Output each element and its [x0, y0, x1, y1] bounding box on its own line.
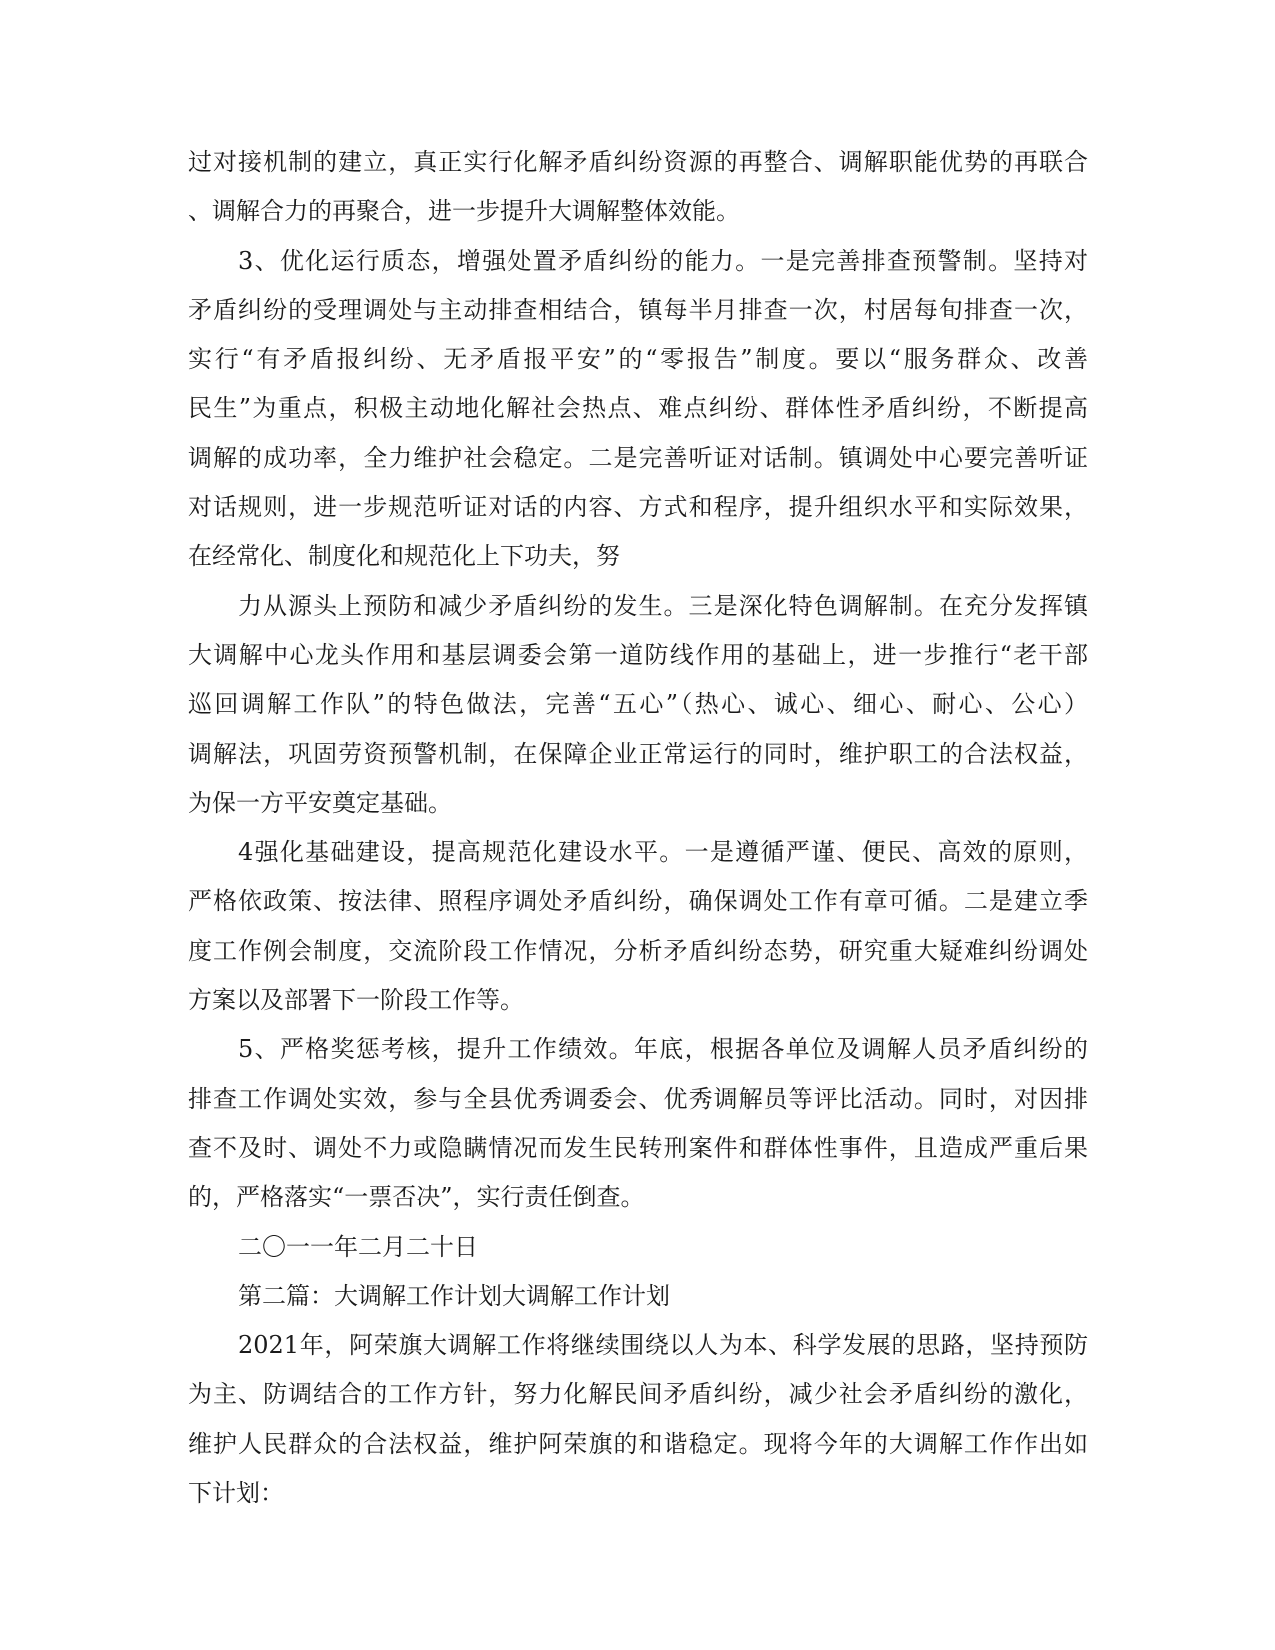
text-line: 为保一方平安奠定基础。 — [188, 788, 452, 817]
text-line: 实行“有矛盾报纠纷、无矛盾报平安”的“零报告”制度。要以“服务群众、改善 — [188, 345, 1088, 374]
text-line: 矛盾纠纷的受理调处与主动排查相结合，镇每半月排查一次，村居每旬排查一次， — [188, 295, 1088, 324]
text-line: 对话规则，进一步规范听证对话的内容、方式和程序，提升组织水平和实际效果， — [188, 493, 1088, 522]
text-line: 的，严格落实“一票否决”，实行责任倒查。 — [188, 1183, 645, 1212]
text-line: 民生”为重点，积极主动地化解社会热点、难点纠纷、群体性矛盾纠纷，不断提高 — [188, 394, 1088, 423]
paragraph-start-line: 3、优化运行质态，增强处置矛盾纠纷的能力。一是完善排查预警制。坚持对 — [238, 246, 1088, 275]
text-line: 度工作例会制度，交流阶段工作情况，分析矛盾纠纷态势，研究重大疑难纠纷调处 — [188, 936, 1088, 965]
text-line: 巡回调解工作队”的特色做法，完善“五心”（热心、诚心、细心、耐心、公心） — [188, 690, 1088, 719]
paragraph-start-line: 4强化基础建设，提高规范化建设水平。一是遵循严谨、便民、高效的原则， — [238, 838, 1088, 867]
text-line: 为主、防调结合的工作方针，努力化解民间矛盾纠纷，减少社会矛盾纠纷的激化， — [188, 1380, 1088, 1409]
text-line: 维护人民群众的合法权益，维护阿荣旗的和谐稳定。现将今年的大调解工作作出如 — [188, 1429, 1088, 1458]
text-line: 、调解合力的再聚合，进一步提升大调解整体效能。 — [188, 197, 740, 226]
text-line: 下计划： — [188, 1479, 284, 1508]
text-line: 排查工作调处实效，参与全县优秀调委会、优秀调解员等评比活动。同时，对因排 — [188, 1084, 1088, 1113]
text-line: 大调解中心龙头作用和基层调委会第一道防线作用的基础上，进一步推行“老干部 — [188, 640, 1088, 669]
text-line: 方案以及部署下一阶段工作等。 — [188, 986, 524, 1015]
text-line: 在经常化、制度化和规范化上下功夫，努 — [188, 542, 620, 571]
text-line: 过对接机制的建立，真正实行化解矛盾纠纷资源的再整合、调解职能优势的再联合 — [188, 148, 1088, 176]
document-page — [188, 138, 1088, 1518]
text-line: 调解的成功率，全力维护社会稳定。二是完善听证对话制。镇调处中心要完善听证 — [188, 443, 1088, 472]
text-line: 调解法，巩固劳资预警机制，在保障企业正常运行的同时，维护职工的合法权益， — [188, 739, 1088, 768]
paragraph-start-line: 力从源头上预防和减少矛盾纠纷的发生。三是深化特色调解制。在充分发挥镇 — [238, 591, 1088, 620]
text-line: 严格依政策、按法律、照程序调处矛盾纠纷，确保调处工作有章可循。二是建立季 — [188, 887, 1088, 916]
paragraph-start-line: 2021年，阿荣旗大调解工作将继续围绕以人为本、科学发展的思路，坚持预防 — [238, 1331, 1088, 1360]
paragraph-start-line: 5、严格奖惩考核，提升工作绩效。年底，根据各单位及调解人员矛盾纠纷的 — [238, 1035, 1088, 1064]
text-line: 查不及时、调处不力或隐瞒情况而发生民转刑案件和群体性事件，且造成严重后果 — [188, 1133, 1088, 1162]
section-heading: 第二篇：大调解工作计划大调解工作计划 — [238, 1281, 670, 1310]
date-line: 二〇一一年二月二十日 — [238, 1232, 478, 1261]
